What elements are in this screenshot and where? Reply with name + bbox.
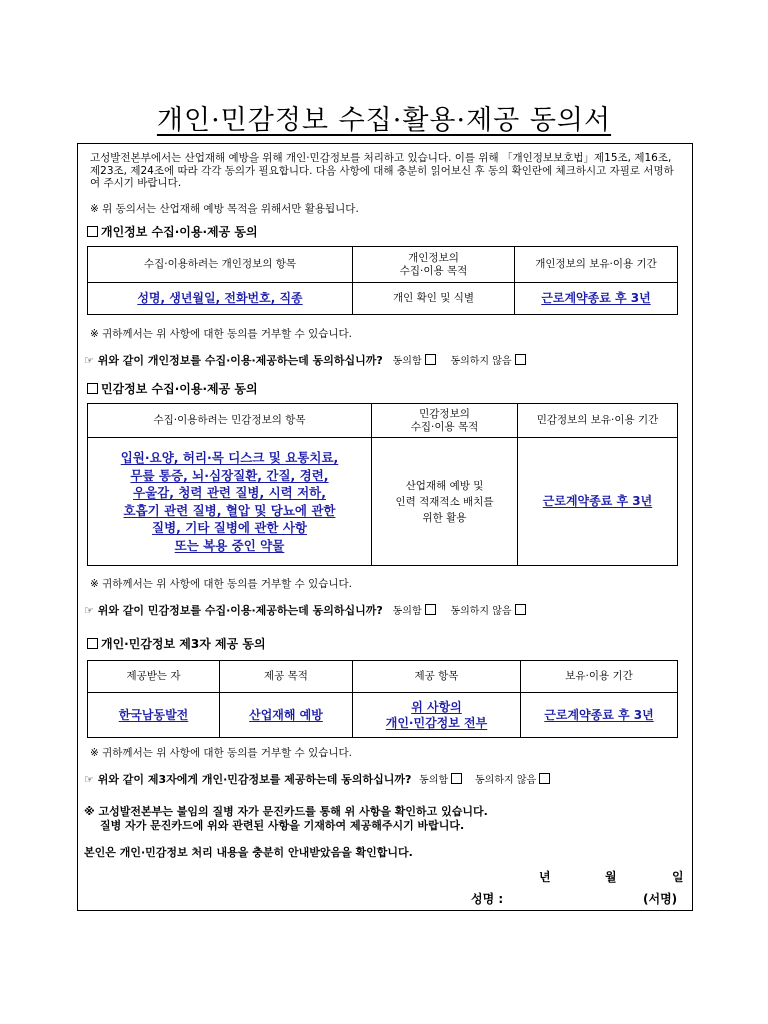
table2-header-period: 민감정보의 보유·이용 기간 <box>518 404 678 438</box>
footer-note-line1: ※ 고성발전본부는 불임의 질병 자가 문진카드를 통해 위 사항을 확인하고 있습니다. <box>84 805 488 818</box>
table1-period <box>515 283 678 315</box>
table2-header-items: 수집·이용하려는 민감정보의 항목 <box>88 404 372 438</box>
table3-purpose-text: 산업재해 예방 <box>249 707 323 722</box>
section1-checkbox[interactable] <box>87 226 98 237</box>
section2-question <box>84 602 529 618</box>
sensitive-info-table <box>87 403 678 566</box>
section2-agree-checkbox[interactable] <box>425 604 436 615</box>
table1-items-text: 성명, 생년월일, 전화번호, 직종 <box>137 291 303 305</box>
document-title: 개인·민감정보 수집·활용·제공 동의서 <box>156 105 612 136</box>
section3-disagree-checkbox[interactable] <box>539 773 550 784</box>
table2-item-line: 무릎 통증, 뇌·심장질환, 간질, 경련, <box>130 467 329 483</box>
refuse-note-2: ※ 귀하께서는 위 사항에 대한 동의를 거부할 수 있습니다. <box>90 578 352 590</box>
section2-question-text: ☞ 위와 같이 민감정보를 수집·이용·제공하는데 동의하십니까? <box>84 604 383 617</box>
table2-items-list <box>88 449 371 554</box>
table2-items <box>88 438 372 566</box>
table2-period <box>518 438 678 566</box>
third-party-table <box>87 660 678 738</box>
table3-header-items: 제공 항목 <box>353 661 521 693</box>
confirm-text: 본인은 개인·민감정보 처리 내용을 충분히 안내받았음을 확인합니다. <box>84 846 413 859</box>
section1-agree-label: 동의함 <box>392 356 422 367</box>
section2-heading <box>84 380 258 397</box>
table3-recipient-text: 한국남동발전 <box>118 707 189 722</box>
table1-purpose: 개인 확인 및 식별 <box>353 283 515 315</box>
section2-heading-text: 민감정보 수집·이용·제공 동의 <box>101 382 258 396</box>
table1-header-items: 수집·이용하려는 개인정보의 항목 <box>88 247 353 283</box>
table2-item-line: 우울감, 청력 관련 질병, 시력 저하, <box>133 485 326 500</box>
table2-header-purpose: 민감정보의 수집·이용 목적 <box>372 404 518 438</box>
personal-info-table <box>87 246 678 315</box>
section1-heading <box>84 223 258 240</box>
section3-question-text: ☞ 위와 같이 제3자에게 개인·민감정보를 제공하는데 동의하십니까? <box>84 773 412 786</box>
table1-period-text: 근로계약종료 후 3년 <box>541 291 651 305</box>
consent-form-frame <box>77 143 693 911</box>
table2-item-line: 질병, 기타 질병에 관한 사항 <box>152 520 307 535</box>
table2-period-text: 근로계약종료 후 3년 <box>542 494 653 508</box>
table1-header-period: 개인정보의 보유·이용 기간 <box>515 247 678 283</box>
footer-note-line2: 질병 자가 문진카드에 위와 관련된 사항을 기재하여 제공해주시기 바랍니다. <box>100 819 465 832</box>
table3-period <box>521 693 678 738</box>
section1-agree-checkbox[interactable] <box>425 354 436 365</box>
table2-item-line: 입원·요양, 허리·목 디스크 및 요통치료, <box>120 450 339 465</box>
section1-question-text: ☞ 위와 같이 개인정보를 수집·이용·제공하는데 동의하십니까? <box>84 354 383 367</box>
date-month-label: 월 <box>605 870 617 884</box>
section1-disagree-checkbox[interactable] <box>515 354 526 365</box>
section3-heading <box>84 635 266 652</box>
date-day-label: 일 <box>672 870 684 884</box>
table3-recipient <box>88 693 220 738</box>
intro-paragraph: 고성발전본부에서는 산업재해 예방을 위해 개인·민감정보를 처리하고 있습니다. 이를 위해 「개인정보보호법」제15조, 제16조, 제23조, 제24조에 따라 각각 동의가 필요합니다. 다음 사항에 대해 충분히 읽어보신 후 동의 확인란에 체크하시고 자필로 서명하여 주시기 바랍니다. <box>90 152 674 189</box>
table1-items <box>88 283 353 315</box>
table3-items: 위 사항의 개인·민감정보 전부 <box>353 693 521 738</box>
section1-heading-text: 개인정보 수집·이용·제공 동의 <box>101 225 258 239</box>
section2-agree-label: 동의함 <box>392 606 422 617</box>
purpose-note: ※ 위 동의서는 산업재해 예방 목적을 위해서만 활용됩니다. <box>90 203 359 215</box>
refuse-note-1: ※ 귀하께서는 위 사항에 대한 동의를 거부할 수 있습니다. <box>90 328 352 340</box>
signature-field[interactable] <box>518 888 638 906</box>
section1-question <box>84 352 529 368</box>
section3-disagree-label: 동의하지 않음 <box>475 775 537 786</box>
signature-hint: (서명) <box>643 892 678 906</box>
table3-period-text: 근로계약종료 후 3년 <box>544 707 654 722</box>
table3-header-period: 보유·이용 기간 <box>521 661 678 693</box>
section1-disagree-label: 동의하지 않음 <box>450 356 512 367</box>
table1-header-purpose: 개인정보의 수집·이용 목적 <box>353 247 515 283</box>
section3-checkbox[interactable] <box>87 638 98 649</box>
section3-agree-checkbox[interactable] <box>451 773 462 784</box>
date-year-label: 년 <box>539 870 551 884</box>
signature-label: 성명 : <box>471 892 504 906</box>
table2-purpose: 산업재해 예방 및 인력 적재적소 배치를 위한 활용 <box>372 438 518 566</box>
section2-disagree-label: 동의하지 않음 <box>450 606 512 617</box>
table2-item-line: 또는 복용 중인 약물 <box>174 537 285 553</box>
section3-agree-label: 동의함 <box>419 775 449 786</box>
section2-disagree-checkbox[interactable] <box>515 604 526 615</box>
table2-item-line: 호흡기 관련 질병, 혈압 및 당뇨에 관한 <box>123 502 336 518</box>
table3-header-recipient: 제공받는 자 <box>88 661 220 693</box>
section3-question <box>84 771 553 787</box>
refuse-note-3: ※ 귀하께서는 위 사항에 대한 동의를 거부할 수 있습니다. <box>90 747 352 759</box>
section2-checkbox[interactable] <box>87 383 98 394</box>
table3-header-purpose: 제공 목적 <box>220 661 353 693</box>
table3-purpose <box>220 693 353 738</box>
section3-heading-text: 개인·민감정보 제3자 제공 동의 <box>101 637 266 651</box>
